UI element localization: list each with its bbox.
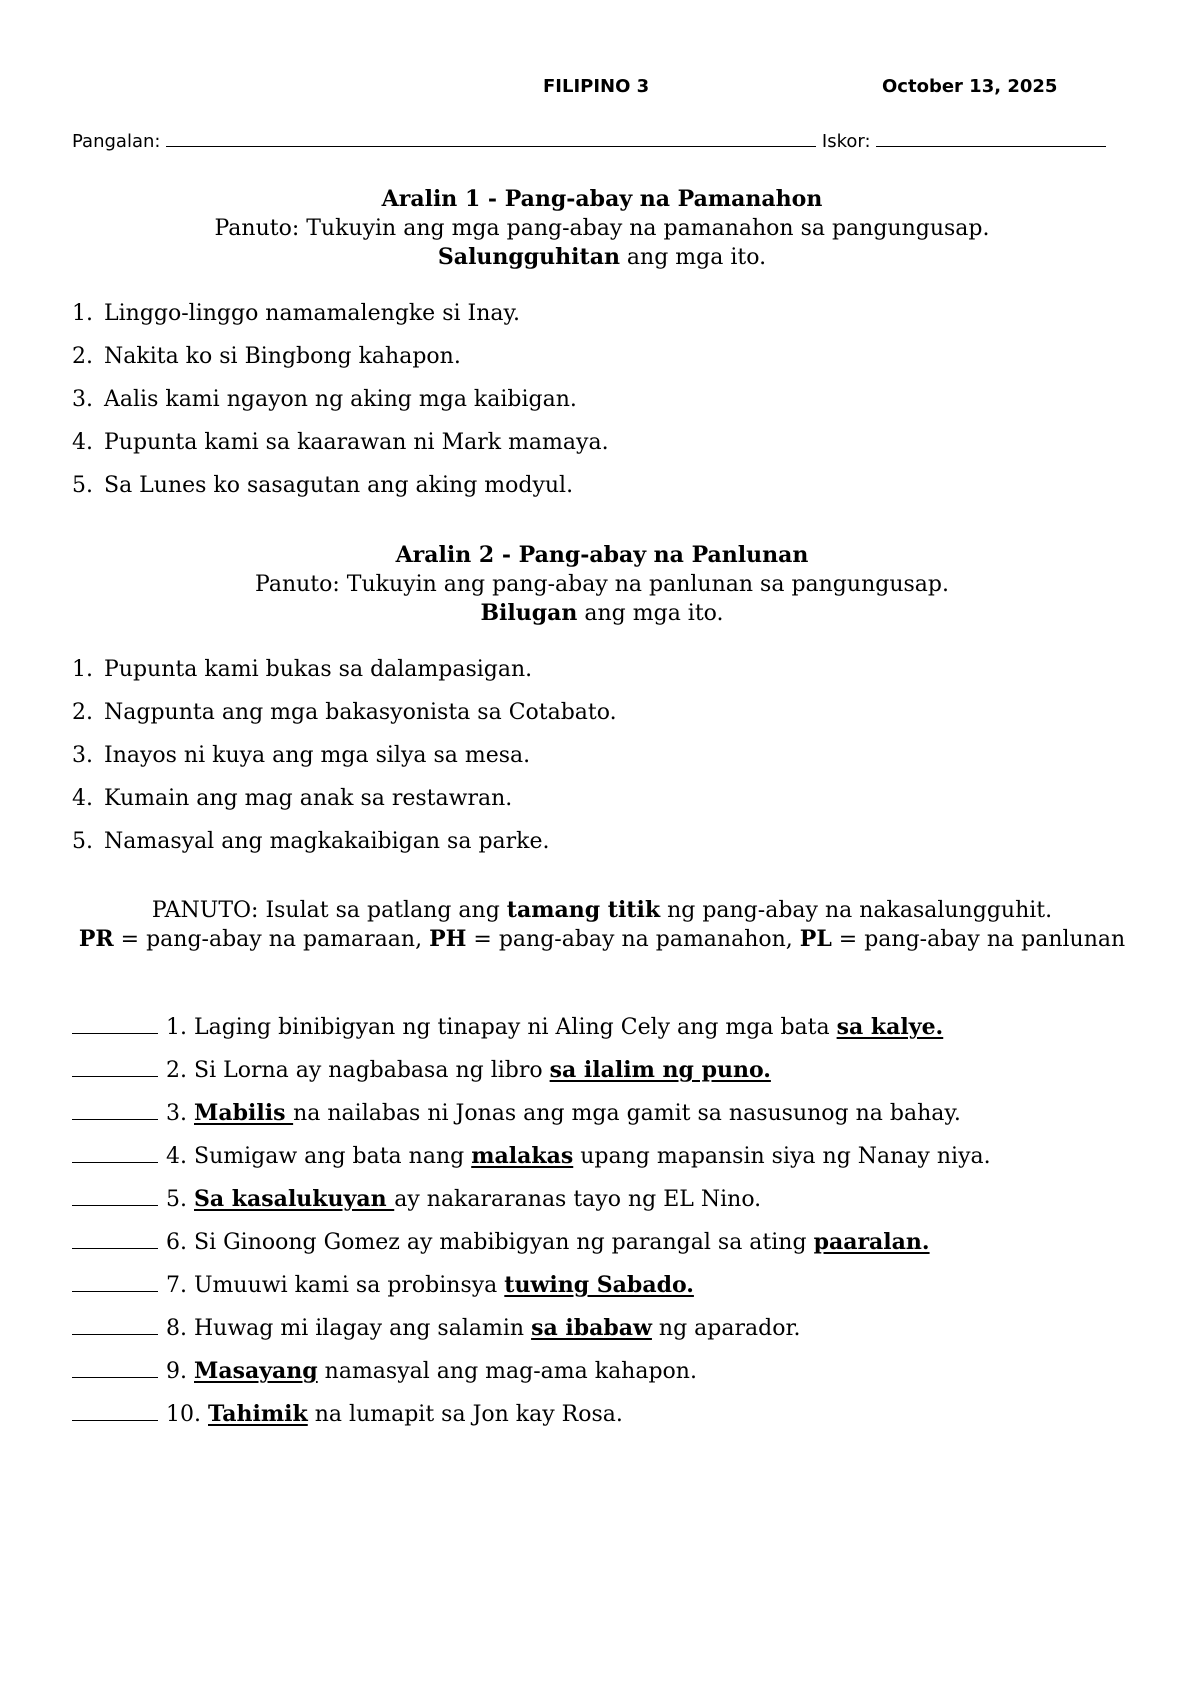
name-score-line	[72, 130, 1106, 152]
item-number: 2.	[72, 700, 93, 725]
legend-text: = pang-abay na pamanahon,	[466, 927, 800, 952]
item-text: Huwag mi ilagay ang salamin	[187, 1316, 532, 1341]
aralin1-title: Aralin 1 - Pang-abay na Pamanahon	[381, 186, 823, 212]
item-number: 3.	[72, 743, 93, 768]
aralin1-instruction-bold: Salungguhitan	[437, 244, 620, 270]
item-number: 5.	[72, 829, 93, 854]
list-item	[72, 428, 1132, 471]
item-text: Nagpunta ang mga bakasyonista sa Cotabato.	[104, 700, 617, 725]
answer-blank[interactable]	[72, 1271, 158, 1292]
item-text: Pupunta kami bukas sa dalampasigan.	[104, 657, 533, 682]
aralin1-instruction-line2	[72, 243, 1132, 272]
underlined-adverb: sa ilalim ng puno.	[549, 1057, 771, 1083]
exercise3-list	[72, 1012, 1132, 1442]
list-item	[72, 1055, 1132, 1098]
underlined-adverb: sa ibabaw	[531, 1315, 652, 1341]
answer-blank[interactable]	[72, 1142, 158, 1163]
list-item	[72, 299, 1132, 342]
item-text: Aalis kami ngayon ng aking mga kaibigan.	[104, 387, 577, 412]
list-item	[72, 342, 1132, 385]
item-text: Umuuwi kami sa probinsya	[187, 1273, 505, 1298]
legend-text: = pang-abay na panlunan	[831, 927, 1126, 952]
item-number: 3.	[166, 1101, 187, 1126]
answer-blank[interactable]	[72, 1314, 158, 1335]
underlined-adverb: Masayang	[194, 1358, 318, 1384]
underlined-adverb: Tahimik	[208, 1401, 308, 1427]
item-number: 8.	[166, 1316, 187, 1341]
underlined-adverb: paaralan.	[813, 1229, 930, 1255]
item-number: 3.	[72, 387, 93, 412]
item-text: Kumain ang mag anak sa restawran.	[104, 786, 513, 811]
list-item	[72, 1141, 1132, 1184]
aralin2-list	[72, 655, 1132, 870]
item-text: Si Ginoong Gomez ay mabibigyan ng parangal sa ating	[187, 1230, 814, 1255]
item-text: Si Lorna ay nagbabasa ng libro	[187, 1058, 550, 1083]
instruction-text: ng pang-abay na nakasalungguhit.	[660, 898, 1053, 923]
item-number: 2.	[166, 1058, 187, 1083]
aralin2-header	[72, 541, 1132, 628]
list-item	[72, 741, 1132, 784]
exercise3-instruction	[72, 896, 1132, 954]
list-item	[72, 655, 1132, 698]
item-text: Namasyal ang magkakaibigan sa parke.	[104, 829, 550, 854]
item-text	[187, 1359, 194, 1384]
item-number: 5.	[166, 1187, 187, 1212]
answer-blank[interactable]	[72, 1056, 158, 1077]
legend-code: PR	[78, 926, 114, 952]
answer-blank[interactable]	[72, 1013, 158, 1034]
legend-code: PH	[429, 926, 467, 952]
item-text: na nailabas ni Jonas ang mga gamit sa nasusunog na bahay.	[293, 1101, 961, 1126]
item-text: na lumapit sa Jon kay Rosa.	[307, 1402, 623, 1427]
list-item	[72, 827, 1132, 870]
item-number: 4.	[72, 430, 93, 455]
underlined-adverb: tuwing Sabado.	[504, 1272, 694, 1298]
item-text: Sa Lunes ko sasagutan ang aking modyul.	[104, 473, 574, 498]
item-text: ng aparador.	[651, 1316, 801, 1341]
list-item	[72, 784, 1132, 827]
aralin1-instruction-line1: Panuto: Tukuyin ang mga pang-abay na pamanahon sa pangungusap.	[214, 216, 990, 241]
list-item	[72, 1012, 1132, 1055]
list-item	[72, 1313, 1132, 1356]
list-item	[72, 1356, 1132, 1399]
aralin2-instruction-rest: ang mga ito.	[577, 601, 724, 626]
item-text	[201, 1402, 208, 1427]
instruction-text: PANUTO: Isulat sa patlang ang	[151, 898, 507, 923]
list-item	[72, 1184, 1132, 1227]
item-number: 5.	[72, 473, 93, 498]
score-blank[interactable]	[876, 130, 1106, 147]
subject-title: FILIPINO 3	[543, 76, 650, 97]
item-text: Inayos ni kuya ang mga silya sa mesa.	[104, 743, 531, 768]
item-number: 10.	[166, 1402, 201, 1427]
aralin1-list	[72, 299, 1132, 514]
item-text: namasyal ang mag-ama kahapon.	[317, 1359, 697, 1384]
legend-code: PL	[799, 926, 832, 952]
list-item	[72, 471, 1132, 514]
aralin2-instruction-line2	[72, 599, 1132, 628]
item-text: ay nakararanas tayo ng EL Nino.	[394, 1187, 762, 1212]
answer-blank[interactable]	[72, 1185, 158, 1206]
item-text: Linggo-linggo namamalengke si Inay.	[104, 301, 520, 326]
item-number: 7.	[166, 1273, 187, 1298]
worksheet-date: October 13, 2025	[882, 76, 1058, 97]
item-text: Nakita ko si Bingbong kahapon.	[104, 344, 461, 369]
answer-blank[interactable]	[72, 1228, 158, 1249]
item-number: 6.	[166, 1230, 187, 1255]
legend-text: = pang-abay na pamaraan,	[113, 927, 430, 952]
list-item	[72, 385, 1132, 428]
name-label: Pangalan:	[72, 131, 161, 152]
item-number: 4.	[72, 786, 93, 811]
aralin2-instruction-line1: Panuto: Tukuyin ang pang-abay na panlunan sa pangungusap.	[255, 572, 949, 597]
aralin1-instruction-rest: ang mga ito.	[619, 245, 767, 270]
item-text	[187, 1101, 194, 1126]
item-number: 1.	[166, 1015, 187, 1040]
underlined-adverb: Sa kasalukuyan	[194, 1186, 395, 1212]
exercise3-legend	[72, 925, 1132, 954]
item-text: Laging binibigyan ng tinapay ni Aling Cely ang mga bata	[187, 1015, 837, 1040]
answer-blank[interactable]	[72, 1099, 158, 1120]
item-number: 1.	[72, 657, 93, 682]
underlined-adverb: sa kalye.	[836, 1014, 944, 1040]
item-text	[187, 1187, 194, 1212]
list-item	[72, 1098, 1132, 1141]
list-item	[72, 1270, 1132, 1313]
name-blank[interactable]	[166, 130, 816, 147]
instruction-bold: tamang titik	[506, 897, 661, 923]
aralin2-title: Aralin 2 - Pang-abay na Panlunan	[395, 542, 809, 568]
aralin2-instruction-bold: Bilugan	[480, 600, 578, 626]
item-number: 4.	[166, 1144, 187, 1169]
list-item	[72, 1399, 1132, 1442]
item-text: upang mapansin siya ng Nanay niya.	[573, 1144, 991, 1169]
answer-blank[interactable]	[72, 1357, 158, 1378]
item-number: 1.	[72, 301, 93, 326]
underlined-adverb: malakas	[471, 1143, 574, 1169]
underlined-adverb: Mabilis	[194, 1100, 294, 1126]
aralin1-header	[72, 185, 1132, 272]
item-number: 2.	[72, 344, 93, 369]
item-text: Sumigaw ang bata nang	[187, 1144, 472, 1169]
score-label: Iskor:	[821, 131, 871, 152]
item-number: 9.	[166, 1359, 187, 1384]
answer-blank[interactable]	[72, 1400, 158, 1421]
exercise3-instruction-line1	[72, 896, 1132, 925]
list-item	[72, 1227, 1132, 1270]
list-item	[72, 698, 1132, 741]
item-text: Pupunta kami sa kaarawan ni Mark mamaya.	[104, 430, 609, 455]
